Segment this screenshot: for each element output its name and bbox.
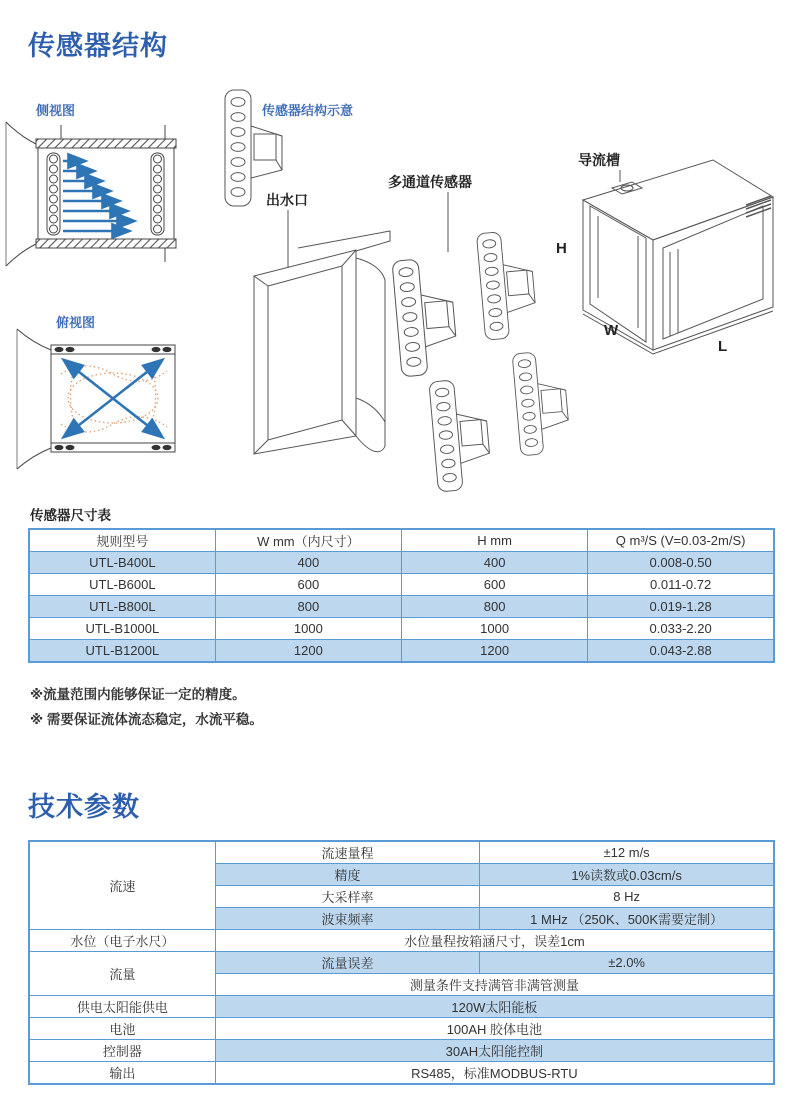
cell: 0.008-0.50 (588, 552, 774, 574)
cell: 0.011-0.72 (588, 574, 774, 596)
page-title: 传感器结构 (28, 31, 168, 61)
header-cell: W mm（内尺寸） (215, 529, 401, 552)
cell: 0.033-2.20 (588, 618, 774, 640)
table-row (29, 1018, 774, 1040)
cell: 8 Hz (480, 886, 774, 908)
flow-channel-label: 导流槽 (578, 152, 620, 168)
cell: 800 (215, 596, 401, 618)
cell: UTL-B600L (29, 574, 215, 596)
cell: 0.043-2.88 (588, 640, 774, 663)
cell: 1000 (215, 618, 401, 640)
cell: 大采样率 (215, 886, 479, 908)
dimension-w-label: W (604, 322, 619, 339)
cell: 水位量程按箱涵尺寸，误差1cm (215, 930, 774, 952)
cell: 1 MHz （250K、500K需要定制） (480, 908, 774, 930)
table-row (29, 996, 774, 1018)
cell: 流速量程 (215, 841, 479, 864)
top-view-diagram (15, 328, 183, 470)
param-group-label: 电池 (29, 1018, 215, 1040)
velocity-profile-arrows (63, 161, 133, 231)
cell: 流量误差 (215, 952, 479, 974)
dimension-table-title: 传感器尺寸表 (30, 508, 111, 523)
cell: 400 (402, 552, 588, 574)
cell: ±2.0% (480, 952, 774, 974)
dimension-l-label: L (718, 338, 728, 355)
cross-path-arrows (65, 361, 161, 436)
cell: 精度 (215, 864, 479, 886)
cell: 0.019-1.28 (588, 596, 774, 618)
tech-params-title: 技术参数 (28, 792, 140, 822)
table-row (29, 1062, 774, 1085)
header-cell: 规则型号 (29, 529, 215, 552)
cell: 600 (215, 574, 401, 596)
cell: 1200 (215, 640, 401, 663)
param-group-label: 输出 (29, 1062, 215, 1085)
sensor-hole-column-left (50, 155, 58, 233)
table-row (29, 618, 774, 640)
cell: RS485，标准MODBUS-RTU (215, 1062, 774, 1085)
cell: 100AH 胶体电池 (215, 1018, 774, 1040)
cell: 1000 (402, 618, 588, 640)
param-group-label: 流速 (29, 841, 215, 930)
flow-channel-box-diagram (550, 142, 800, 377)
header-cell: Q m³/S (V=0.03-2m/S) (588, 529, 774, 552)
sensor-hole-column-right (154, 155, 162, 233)
cell: UTL-B800L (29, 596, 215, 618)
dimension-h-label: H (556, 240, 567, 257)
cell: 120W太阳能板 (215, 996, 774, 1018)
cell: ±12 m/s (480, 841, 774, 864)
multichannel-sensor-label: 多通道传感器 (388, 174, 472, 190)
table-row (29, 930, 774, 952)
tech-params-table (28, 840, 775, 1085)
table-header-row (29, 529, 774, 552)
top-access-plate (612, 182, 642, 194)
param-group-label: 控制器 (29, 1040, 215, 1062)
side-view-diagram (5, 120, 183, 268)
table-row (29, 596, 774, 618)
param-group-label: 流量 (29, 952, 215, 996)
table-row (29, 552, 774, 574)
note-flow-stability: ※ 需要保证流体流态稳定，水流平稳。 (30, 712, 263, 727)
outlet-label: 出水口 (266, 192, 308, 208)
cell: UTL-B1200L (29, 640, 215, 663)
schematic-label: 传感器结构示意 (262, 103, 354, 118)
top-view-label: 俯视图 (56, 315, 96, 330)
table-row (29, 574, 774, 596)
cell: 波束频率 (215, 908, 479, 930)
param-group-label: 供电太阳能供电 (29, 996, 215, 1018)
cell: 测量条件支持满管非满管测量 (215, 974, 774, 996)
cell: 600 (402, 574, 588, 596)
cell: 30AH太阳能控制 (215, 1040, 774, 1062)
cell: 400 (215, 552, 401, 574)
cell: UTL-B1000L (29, 618, 215, 640)
note-accuracy: ※流量范围内能够保证一定的精度。 (30, 687, 246, 702)
table-row (29, 640, 774, 663)
param-group-label: 水位（电子水尺） (29, 930, 215, 952)
side-view-label: 侧视图 (36, 103, 76, 118)
table-row (29, 841, 774, 864)
cell: UTL-B400L (29, 552, 215, 574)
dimension-table (28, 528, 775, 663)
table-row (29, 1040, 774, 1062)
cell: 1%读数或0.03cm/s (480, 864, 774, 886)
header-cell: H mm (402, 529, 588, 552)
cell: 1200 (402, 640, 588, 663)
table-row (29, 952, 774, 974)
cell: 800 (402, 596, 588, 618)
